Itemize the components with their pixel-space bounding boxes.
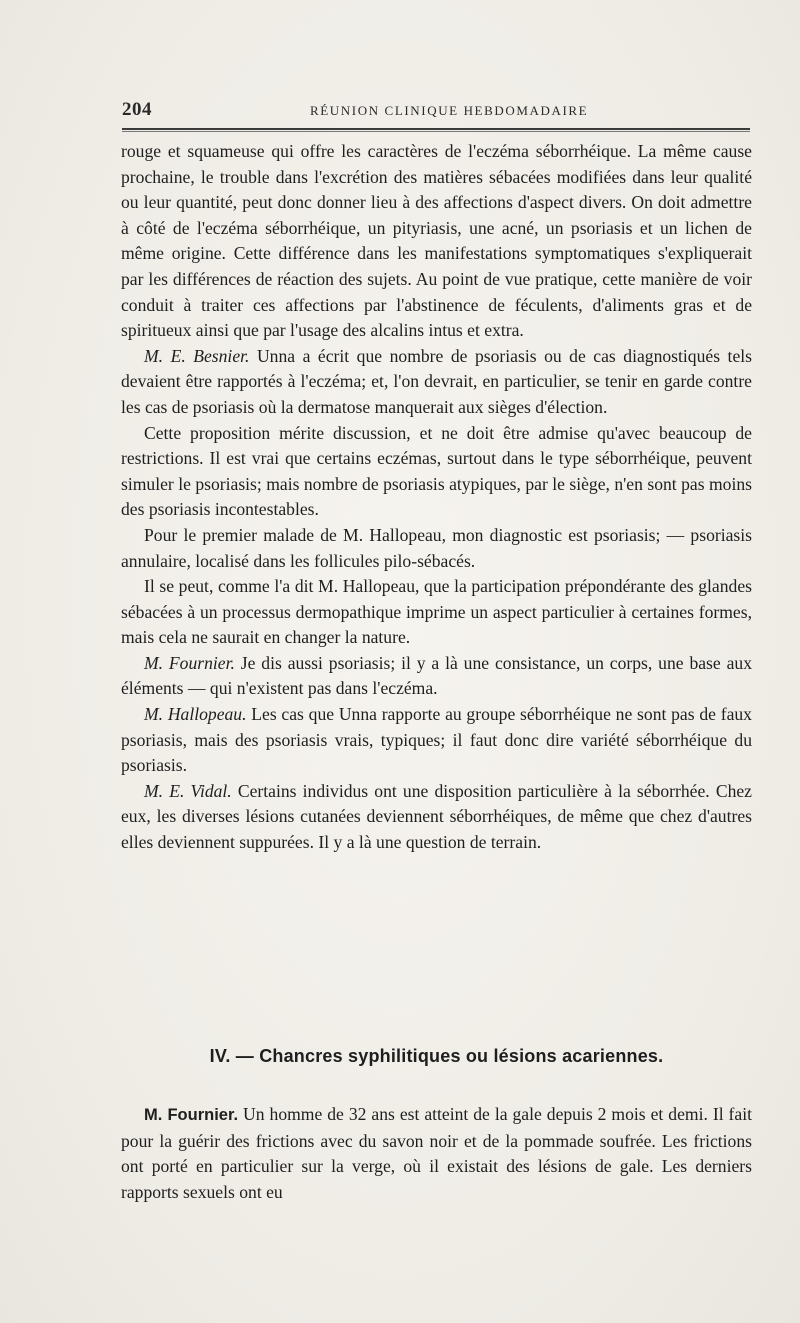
paragraph-text: Unna a écrit que nombre de psoriasis ou de cas diagnostiqués tels devaient être rapportés à l'eczéma; et, l'on devrait, en particulier, se tenir en garde contre les cas de psoriasis où la dermatose manquerait aux sièges d'élection. [121,345,752,417]
section-body-text [121,1102,752,1205]
page-header [122,99,752,125]
speaker-name: M. E. Besnier. [144,345,250,366]
page-number: 204 [122,99,152,120]
running-title: RÉUNION CLINIQUE HEBDOMADAIRE [310,103,589,118]
header-rule [122,128,750,130]
section-heading: IV. — Chancres syphilitiques ou lésions acariennes. [209,1046,664,1066]
paragraph [121,651,752,702]
paragraph-text: rouge et squameuse qui offre les caractères de l'eczéma séborrhéique. La même cause prochaine, le trouble dans l'excrétion des matières sébacées modifiées dans leur qualité ou leur quantité, peut donc donner lieu à des affections d'aspect divers. On doit admettre à côté de l'eczéma séborrhéique, un pityriasis, une acné, un psoriasis et un lichen de même origine. Cette différence dans les manifestations symptomatiques s'expliquerait par les différences de réaction des sujets. Au point de vue pratique, cette manière de voir conduit à traiter ces affections par l'abstinence de féculents, d'aliments gras et de spiritueux ainsi que par l'usage des alcalins intus et extra. [121,141,752,341]
paragraph [121,344,752,421]
paragraph-text: Les cas que Unna rapporte au groupe séborrhéique ne sont pas de faux psoriasis, mais des psoriasis vrais, typiques; il faut donc dire variété séborrhéique du psoriasis. [121,704,752,776]
paragraph [121,421,752,523]
body-text [121,139,752,856]
paragraph [121,523,752,574]
header-rule-thin [122,131,750,132]
paragraph [121,702,752,779]
speaker-name: M. Hallopeau. [144,704,247,725]
paragraph [121,574,752,651]
paragraph-text: Un homme de 32 ans est atteint de la gale depuis 2 mois et demi. Il fait pour la guérir des frictions avec du savon noir et de la pommade soufrée. Les frictions ont porté en particulier sur la verge, où il existait des lésions de gale. Les derniers rapports sexuels ont eu [121,1104,752,1202]
speaker-name: M. Fournier. [144,652,235,673]
paragraph-text: Je dis aussi psoriasis; il y a là une consistance, un corps, une base aux éléments — qui n'existent pas dans l'eczéma. [121,652,752,699]
paragraph-text: Cette proposition mérite discussion, et ne doit être admise qu'avec beaucoup de restrictions. Il est vrai que certains eczémas, surtout dans le type séborrhéique, peuvent simuler le psoriasis; mais nombre de psoriasis atypiques, par le siège, n'en sont pas moins des psoriasis incontestables. [121,422,752,520]
paragraph-text: Pour le premier malade de M. Hallopeau, mon diagnostic est psoriasis; — psoriasis annulaire, localisé dans les follicules pilo-sébacés. [121,524,752,571]
speaker-name: M. Fournier. [144,1106,239,1124]
speaker-name: M. E. Vidal. [144,780,232,801]
paragraph [121,139,752,344]
paragraph [121,1102,752,1205]
paragraph-text: Il se peut, comme l'a dit M. Hallopeau, que la participation prépondérante des glandes sébacées à un processus dermopathique imprime un aspect particulier à certaines formes, mais cela ne saurait en changer la nature. [121,576,752,648]
paragraph-text: Certains individus ont une disposition particulière à la séborrhée. Chez eux, les diverses lésions cutanées deviennent séborrhéiques, de même que chez d'autres elles deviennent suppurées. Il y a là une question de terrain. [121,780,752,853]
paragraph [121,779,752,856]
